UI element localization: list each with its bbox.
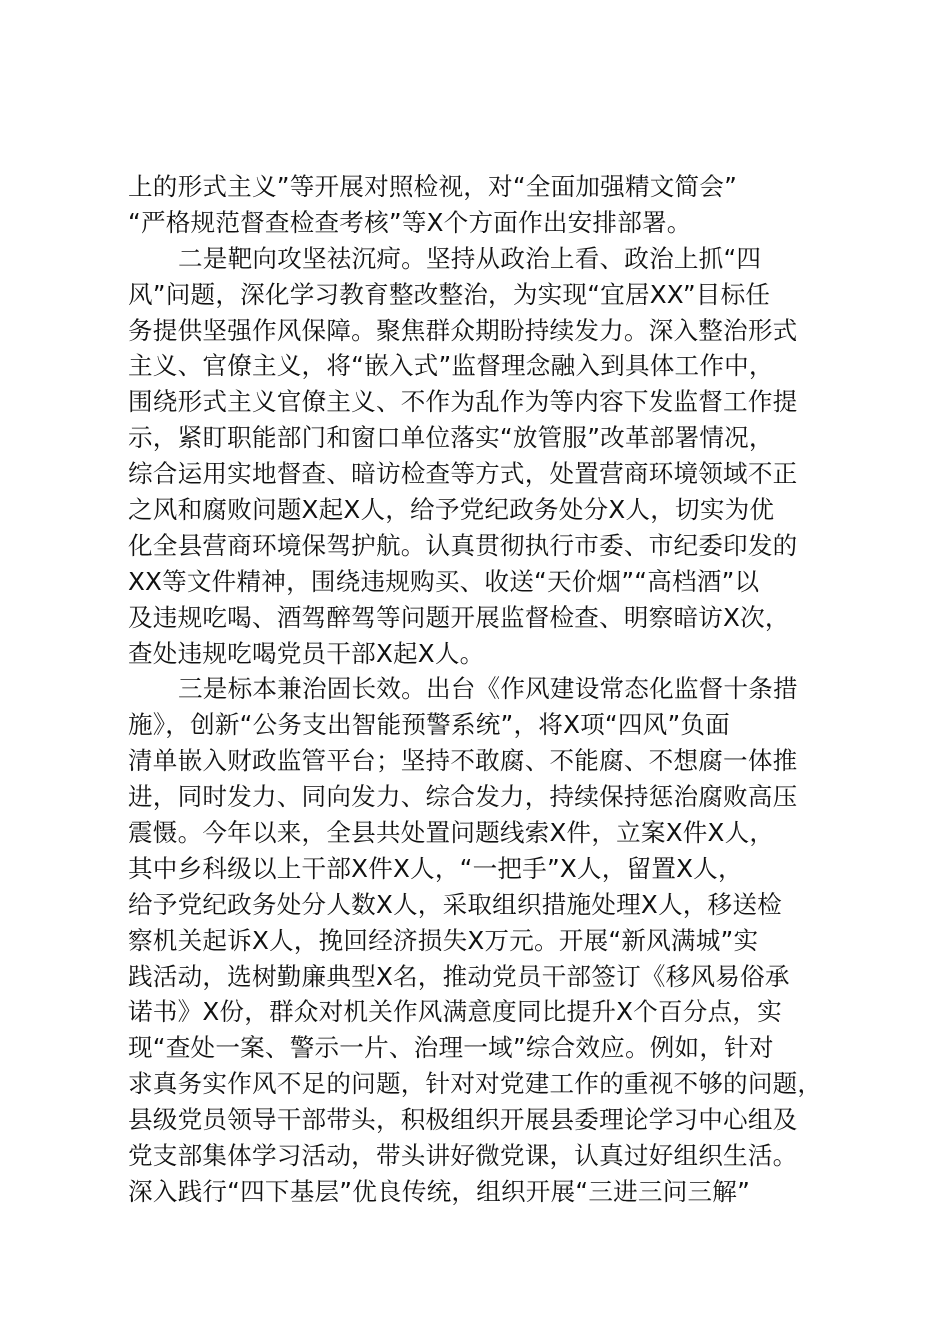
text-line: “严格规范督查检查考核”等X个方面作出安排部署。 bbox=[128, 207, 692, 237]
text-line: 察机关起诉X人，挽回经济损失X万元。开展“新风满城”实 bbox=[128, 925, 759, 955]
text-line: 二是靶向攻坚祛沉疴。坚持从政治上看、政治上抓“四 bbox=[178, 243, 762, 273]
text-line: 示，紧盯职能部门和窗口单位落实“放管服”改革部署情况， bbox=[128, 423, 774, 453]
text-line: 务提供坚强作风保障。聚焦群众期盼持续发力。深入整治形式 bbox=[128, 315, 798, 345]
text-line: 践活动，选树勤廉典型X名，推动党员干部签订《移风易俗承 bbox=[128, 961, 790, 991]
text-line: 求真务实作风不足的问题，针对对党建工作的重视不够的问题， bbox=[128, 1069, 823, 1099]
text-line: 给予党纪政务处分人数X人，采取组织措施处理X人，移送检 bbox=[128, 889, 782, 919]
text-line: 三是标本兼治固长效。出台《作风建设常态化监督十条措 bbox=[178, 674, 798, 704]
text-line: 查处违规吃喝党员干部X起X人。 bbox=[128, 638, 485, 668]
body-text bbox=[128, 169, 840, 1210]
text-line: 其中乡科级以上干部X件X人，“一把手”X人，留置X人， bbox=[128, 853, 743, 883]
text-line: 围绕形式主义官僚主义、不作为乱作为等内容下发监督工作提 bbox=[128, 387, 798, 417]
text-line: 现“查处一案、警示一片、治理一域”综合效应。例如，针对 bbox=[128, 1033, 774, 1063]
text-line: 上的形式主义”等开展对照检视，对“全面加强精文简会” bbox=[128, 172, 738, 201]
text-line: 县级党员领导干部带头，积极组织开展县委理论学习中心组及 bbox=[128, 1105, 798, 1135]
text-line: XX等文件精神，围绕违规购买、收送“天价烟”“高档酒”以 bbox=[128, 566, 760, 596]
text-line: 化全县营商环境保驾护航。认真贯彻执行市委、市纪委印发的 bbox=[128, 530, 798, 560]
text-line: 主义、官僚主义，将“嵌入式”监督理念融入到具体工作中， bbox=[128, 351, 774, 381]
text-line: 清单嵌入财政监管平台；坚持不敢腐、不能腐、不想腐一体推 bbox=[128, 746, 798, 776]
text-line: 诺书》X份，群众对机关作风满意度同比提升X个百分点，实 bbox=[128, 997, 782, 1027]
text-line: 综合运用实地督查、暗访检查等方式，处置营商环境领域不正 bbox=[128, 459, 798, 489]
text-line: 及违规吃喝、酒驾醉驾等问题开展监督检查、明察暗访X次， bbox=[128, 602, 790, 632]
text-line: 风”问题，深化学习教育整改整治，为实现“宜居XX”目标任 bbox=[128, 279, 771, 309]
text-line: 震慑。今年以来，全县共处置问题线索X件，立案X件X人， bbox=[128, 818, 775, 848]
text-line: 施》，创新“公务支出智能预警系统”，将X项“四风”负面 bbox=[128, 710, 730, 740]
text-line: 深入践行“四下基层”优良传统，组织开展“三进三问三解” bbox=[128, 1176, 751, 1206]
text-line: 进，同时发力、同向发力、综合发力，持续保持惩治腐败高压 bbox=[128, 782, 798, 812]
text-line: 之风和腐败问题X起X人，给予党纪政务处分X人，切实为优 bbox=[128, 495, 775, 525]
text-line: 党支部集体学习活动，带头讲好微党课，认真过好组织生活。 bbox=[128, 1141, 798, 1171]
